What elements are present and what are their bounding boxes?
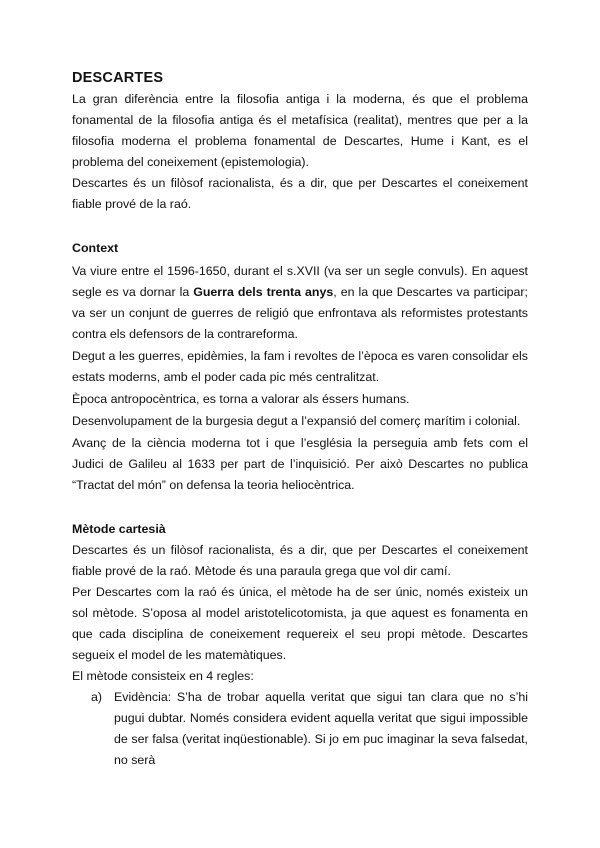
context-heading: Context xyxy=(72,241,119,255)
document-title: DESCARTES xyxy=(72,70,164,86)
context-paragraph-1: Va viure entre el 1596-1650, durant el s.XVII (va ser un segle convuls). En aquest segle es va dornar la Guerra dels trenta anys, en la que Descartes va participar; va ser un conjunt de guerres de religió que enfrontava als reformistes protestants contra els defensors de la contrareforma. xyxy=(72,264,529,341)
method-heading: Mètode cartesià xyxy=(72,522,166,536)
context-paragraph-2: Degut a les guerres, epidèmies, la fam i revoltes de l’època es varen consolidar els estats moderns, amb el poder cada pic més centralitzat. xyxy=(72,349,528,384)
intro-paragraph-1: La gran diferència entre la filosofia antiga i la moderna, és que el problema fonamental de la filosofia antiga és el metafísica (realitat), mentres que per a la filosofia moderna el problema fonamental de Descartes, Hume i Kant, es el problema del coneixement (epistemologia). xyxy=(72,92,528,169)
list-item xyxy=(72,687,528,771)
method-rules-list xyxy=(72,687,528,771)
context-paragraph-4: Desenvolupament de la burgesia degut a l’expansió del comerç marítim i colonial. xyxy=(72,414,521,428)
document-page xyxy=(72,68,528,771)
method-paragraph-1: Descartes és un filòsof racionalista, és a dir, que per Descartes el coneixement fiable prové de la raó. Mètode és una paraula grega que vol dir camí. xyxy=(72,543,528,578)
spacer xyxy=(72,215,528,238)
method-paragraph-2: Per Descartes com la raó és única, el mètode ha de ser únic, només existeix un sol mètode. S’oposa al model aristotelicotomista, ja que aquest es fonamenta en que cada disciplina de coneixement requereix el seu propi mètode. Descartes segueix el model de les matemàtiques. xyxy=(72,585,528,662)
context-paragraph-3: Època antropocèntrica, es torna a valorar als éssers humans. xyxy=(72,392,410,406)
thirty-years-war-bold: Guerra dels trenta anys xyxy=(193,285,334,299)
list-item-text: Evidència: S’ha de trobar aquella veritat que sigui tan clara que no s’hi pugui dubtar. Només considera evident aquella veritat que sigui impossible de ser falsa (veritat inqüestionable). Si jo em puc imaginar la seva falsedat, no serà xyxy=(114,690,528,767)
intro-paragraph-2: Descartes és un filòsof racionalista, és a dir, que per Descartes el coneixement fiable prové de la raó. xyxy=(72,176,528,211)
context-paragraph-5: Avanç de la ciència moderna tot i que l’església la perseguia amb fets com el Judici de Galileu al 1633 per part de l’inquisició. Per això Descartes no publica “Tractat del món” on defensa la teoria heliocèntrica. xyxy=(72,436,528,492)
list-item-marker: a) xyxy=(91,690,103,704)
method-paragraph-3: El mètode consisteix en 4 regles: xyxy=(72,669,254,683)
spacer xyxy=(72,496,528,519)
